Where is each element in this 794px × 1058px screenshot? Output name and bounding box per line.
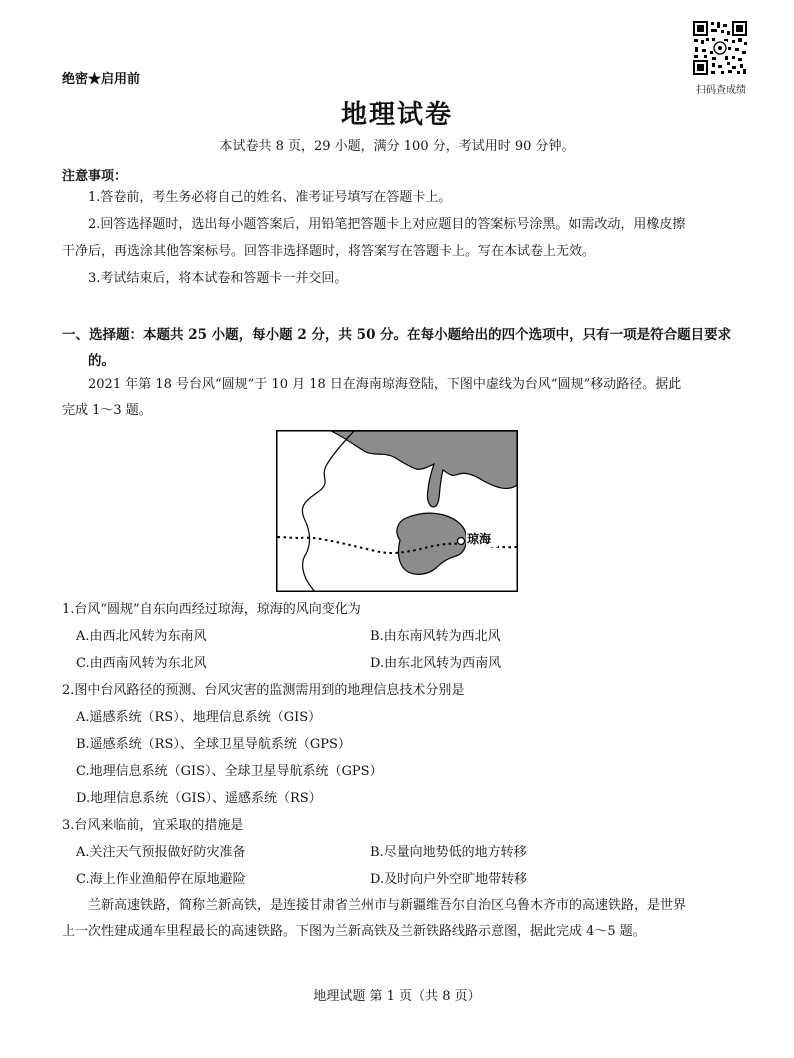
page-footer: 地理试题 第 1 页（共 8 页） <box>313 989 481 1004</box>
question-stem: 1.台风“圆规”自东向西经过琼海，琼海的风向变化为 <box>62 602 361 617</box>
confidential-label: 绝密★启用前 <box>62 72 141 87</box>
answer-option[interactable]: C.由西南风转为东北风 <box>76 656 207 671</box>
answer-option[interactable]: D.由东北风转为西南风 <box>370 656 502 671</box>
exam-title: 地理试卷 <box>340 100 453 130</box>
note-item: 3.考试结束后，将本试卷和答题卡一并交回。 <box>88 271 348 286</box>
answer-option[interactable]: D.及时向户外空旷地带转移 <box>370 872 528 887</box>
qionghai-marker <box>458 538 465 545</box>
section-heading-line: 一、选择题：本题共 25 小题，每小题 2 分，共 50 分。在每小题给出的四个选项中，只有一项是符合题目要求 <box>62 327 732 343</box>
answer-option[interactable]: D.地理信息系统（GIS）、遥感系统（RS） <box>76 791 322 806</box>
answer-option[interactable]: A.由西北风转为东南风 <box>76 629 207 644</box>
note-item: 1.答卷前，考生务必将自己的姓名、准考证号填写在答题卡上。 <box>88 190 452 205</box>
answer-option[interactable]: B.遥感系统（RS）、全球卫星导航系统（GPS） <box>76 737 351 752</box>
question-stem: 3.台风来临前，宜采取的措施是 <box>62 818 244 833</box>
answer-option[interactable]: C.海上作业渔船停在原地避险 <box>76 872 246 887</box>
intro-paragraph <box>62 893 752 945</box>
intro-line: 上一次性建成通车里程最长的高速铁路。下图为兰新高铁及兰新铁路线路示意图，据此完成 4～5 题。 <box>62 924 646 939</box>
notes-heading: 注意事项： <box>62 169 128 184</box>
intro-line: 兰新高速铁路，简称兰新高铁，是连接甘肃省兰州市与新疆维吾尔自治区乌鲁木齐市的高速铁路，是世界 <box>88 898 687 913</box>
qr-caption: 扫码查成绩 <box>696 85 746 96</box>
answer-option[interactable]: C.地理信息系统（GIS）、全球卫星导航系统（GPS） <box>76 764 383 779</box>
note-item: 2.回答选择题时，选出每小题答案后，用铅笔把答题卡上对应题目的答案标号涂黑。如需改动，用橡皮擦 <box>88 217 686 232</box>
section-heading <box>62 322 752 374</box>
intro-paragraph <box>62 372 752 424</box>
exam-subtitle: 本试卷共 8 页，29 小题，满分 100 分，考试用时 90 分钟。 <box>219 139 575 154</box>
intro-line: 完成 1～3 题。 <box>62 403 152 418</box>
typhoon-track-map <box>276 430 518 592</box>
answer-option[interactable]: A.关注天气预报做好防灾准备 <box>76 845 246 860</box>
answer-option[interactable]: B.尽量向地势低的地方转移 <box>370 845 527 860</box>
qr-code[interactable] <box>692 20 748 76</box>
note-item: 干净后，再选涂其他答案标号。回答非选择题时，将答案写在答题卡上。写在本试卷上无效。 <box>62 244 596 259</box>
section-heading-line: 的。 <box>88 353 115 369</box>
qionghai-label: 琼海 <box>467 532 492 546</box>
answer-option[interactable]: A.遥感系统（RS）、地理信息系统（GIS） <box>76 710 322 725</box>
question-stem: 2.图中台风路径的预测、台风灾害的监测需用到的地理信息技术分别是 <box>62 683 465 698</box>
answer-option[interactable]: B.由东南风转为西北风 <box>370 629 501 644</box>
intro-line: 2021 年第 18 号台风“圆规”于 10 月 18 日在海南琼海登陆，下图中虚线为台风“圆规”移动路径。据此 <box>88 377 682 392</box>
